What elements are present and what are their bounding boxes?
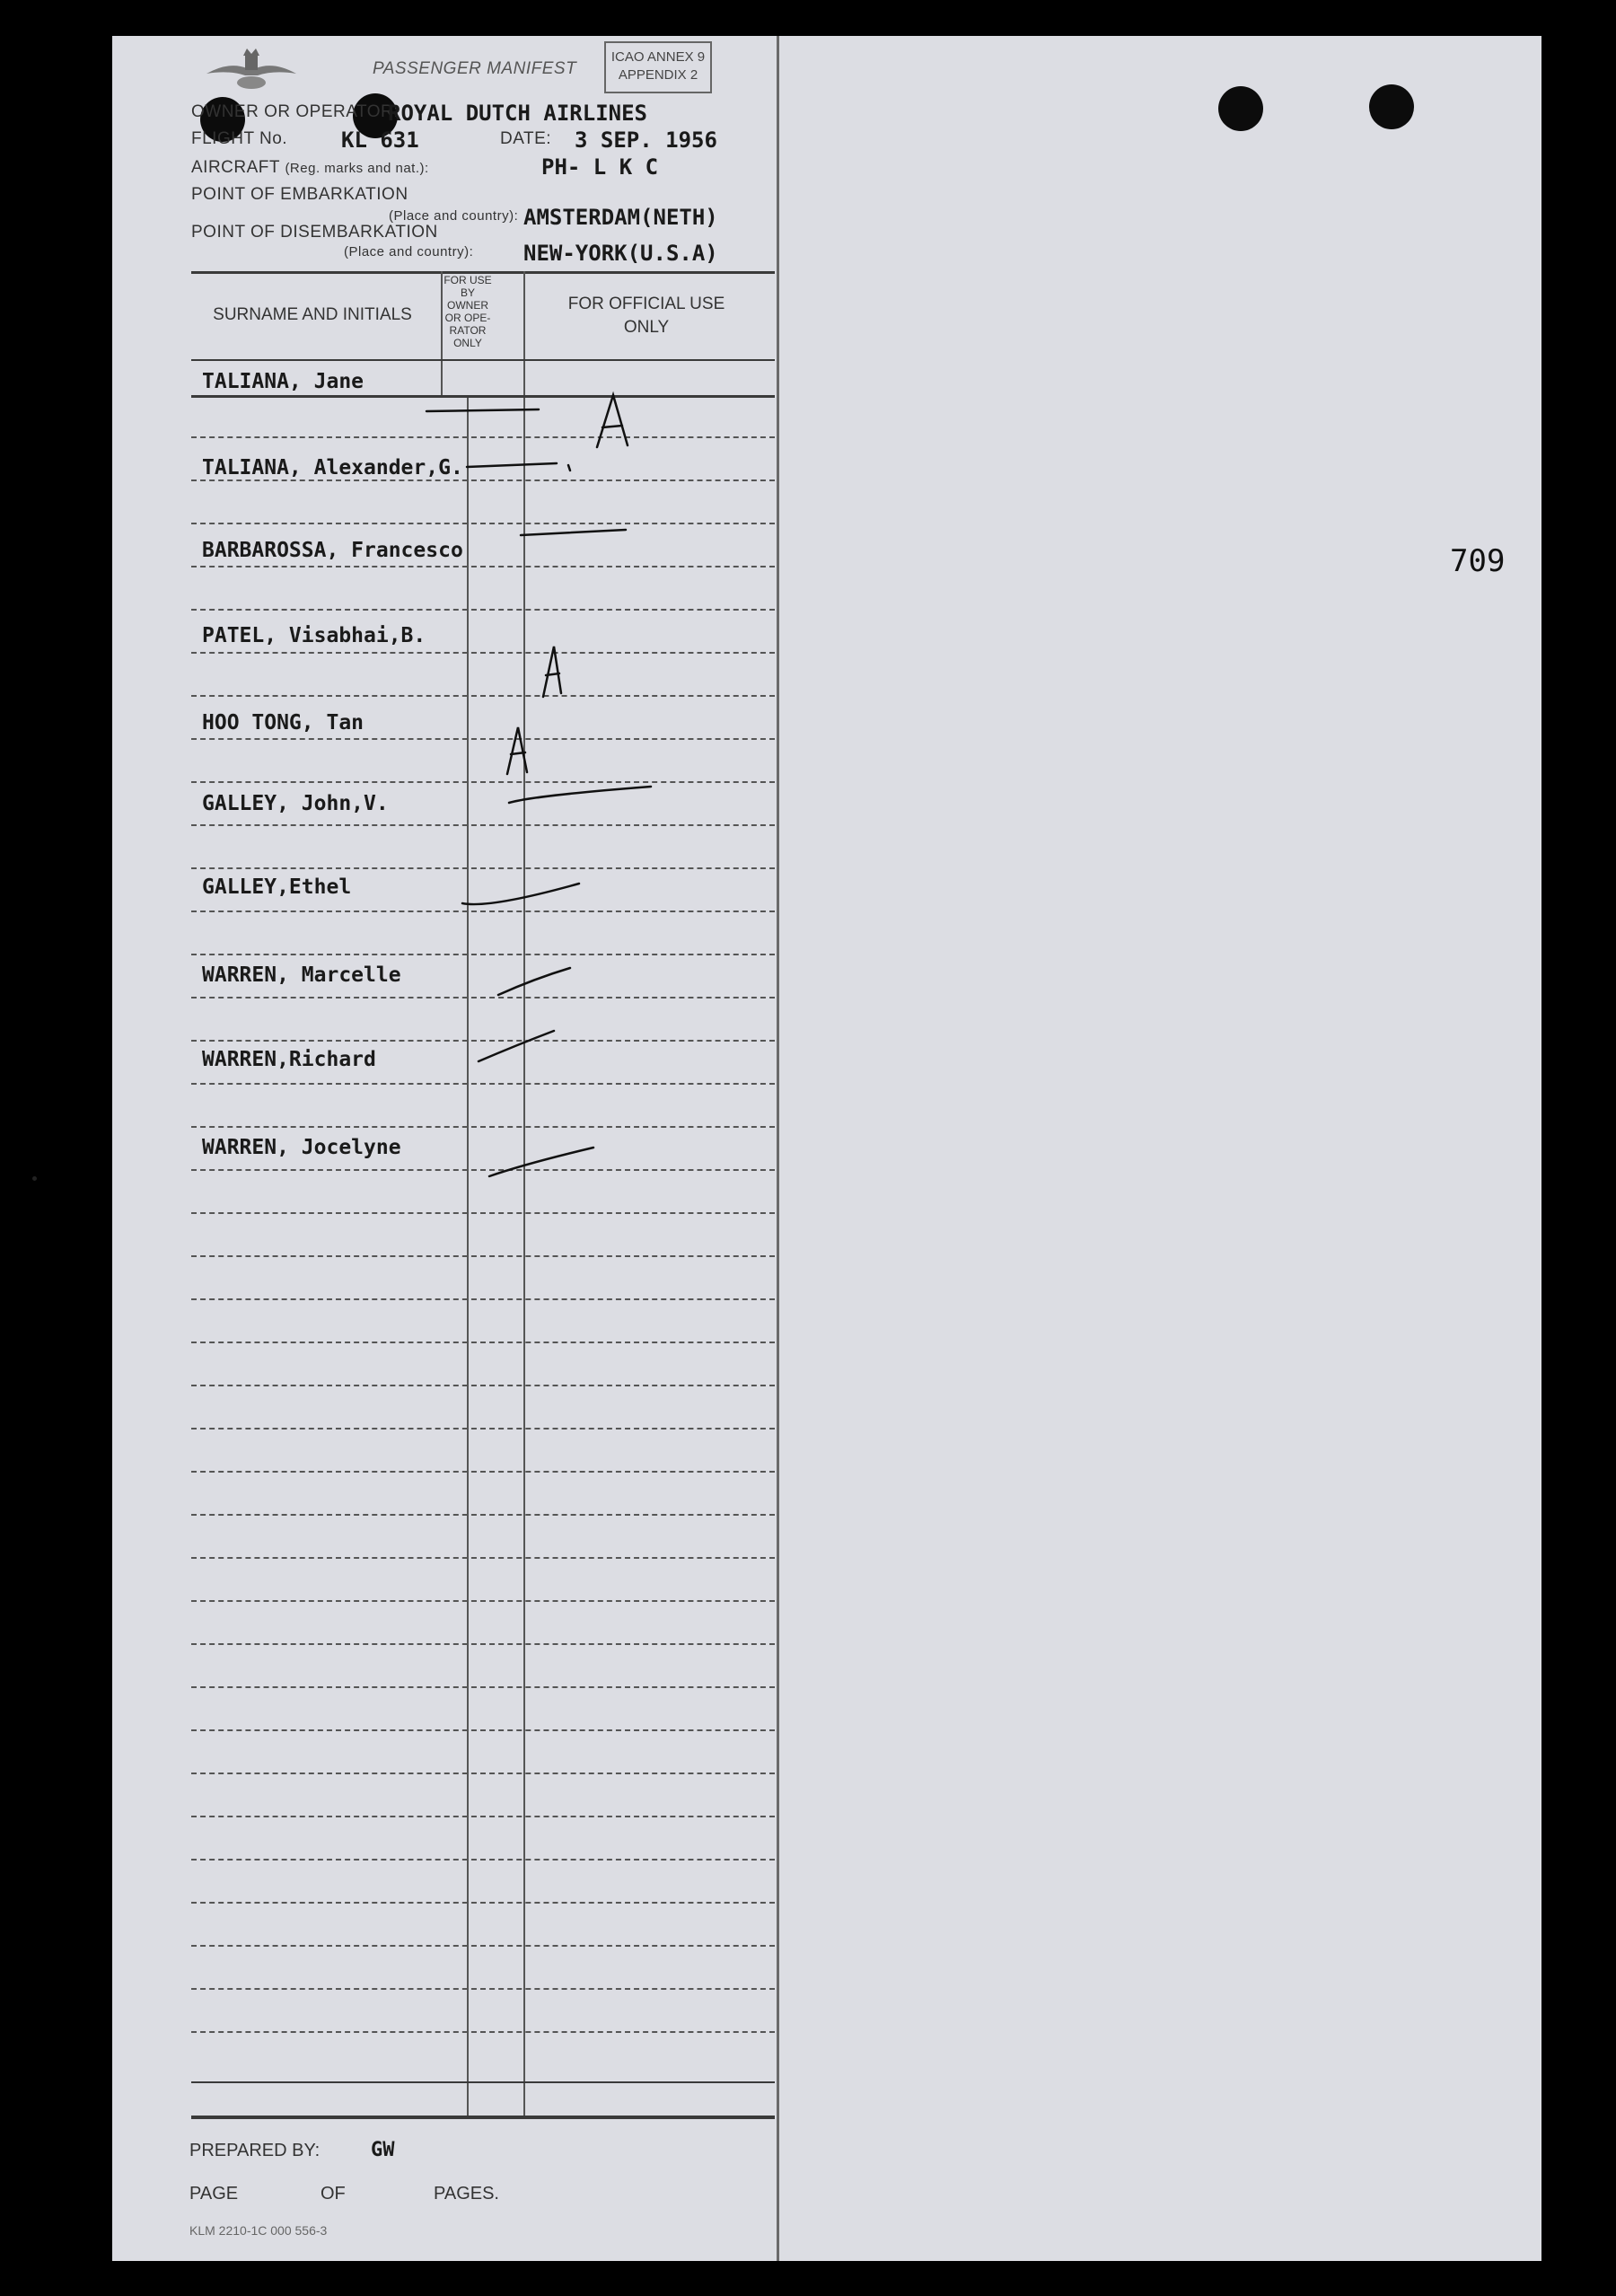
passenger-name: TALIANA, Jane bbox=[202, 370, 364, 393]
flight-label: FLIGHT No. bbox=[191, 129, 288, 148]
date-value: 3 SEP. 1956 bbox=[575, 128, 717, 153]
prepared-by-value: GW bbox=[371, 2139, 395, 2161]
passenger-name: HOO TONG, Tan bbox=[202, 711, 364, 735]
row-rule bbox=[191, 479, 775, 481]
row-rule bbox=[191, 1686, 775, 1688]
row-rule bbox=[191, 1988, 775, 1990]
passenger-name: PATEL, Visabhai,B. bbox=[202, 624, 426, 647]
icao-annex-line: ICAO ANNEX 9 bbox=[610, 49, 706, 65]
column-header-official-use bbox=[525, 293, 768, 339]
row-rule bbox=[191, 609, 775, 611]
row-rule bbox=[191, 1126, 775, 1128]
row-rule bbox=[191, 1902, 775, 1904]
owner-use-text: ONLY bbox=[453, 337, 482, 349]
owner-value: ROYAL DUTCH AIRLINES bbox=[388, 101, 647, 126]
row-rule bbox=[191, 1773, 775, 1774]
manifest-form bbox=[112, 36, 777, 2261]
disembarkation-label: POINT OF DISEMBARKATION bbox=[191, 223, 438, 242]
pages-label: PAGES. bbox=[434, 2184, 499, 2204]
column-header-bottom-rule bbox=[191, 395, 775, 398]
owner-use-text: FOR USE bbox=[444, 274, 492, 286]
owner-use-text: RATOR bbox=[449, 324, 487, 337]
row-rule bbox=[191, 1385, 775, 1386]
row-rule bbox=[191, 1298, 775, 1300]
official-use-text: ONLY bbox=[623, 318, 670, 337]
row-rule bbox=[191, 1040, 775, 1042]
column-header-name: SURNAME AND INITIALS bbox=[213, 305, 412, 324]
row-rule bbox=[191, 1729, 775, 1731]
passenger-name: TALIANA, Alexander,G. bbox=[202, 456, 463, 479]
row-rule bbox=[191, 781, 775, 783]
row-rule bbox=[191, 1083, 775, 1085]
airline-crown-logo-icon bbox=[202, 47, 301, 93]
passenger-name: BARBAROSSA, Francesco bbox=[202, 539, 463, 562]
prepared-by-label: PREPARED BY: bbox=[189, 2141, 321, 2160]
passenger-name: WARREN, Marcelle bbox=[202, 963, 401, 987]
passenger-name: WARREN, Jocelyne bbox=[202, 1136, 401, 1159]
column-header-rule bbox=[191, 359, 775, 361]
row-rule bbox=[191, 867, 775, 869]
embarkation-sub-label: (Place and country): bbox=[389, 208, 519, 224]
row-rule bbox=[191, 1342, 775, 1343]
row-rule bbox=[191, 1600, 775, 1602]
row-rule bbox=[191, 566, 775, 567]
row-rule bbox=[191, 1514, 775, 1516]
owner-use-text: OR OPE- bbox=[444, 312, 491, 324]
official-use-text: FOR OFFICIAL USE bbox=[567, 295, 725, 313]
aircraft-label: AIRCRAFT (Reg. marks and nat.): bbox=[191, 158, 429, 177]
owner-use-text: BY bbox=[460, 286, 475, 299]
date-label: DATE: bbox=[500, 129, 552, 148]
of-label: OF bbox=[321, 2184, 346, 2204]
row-rule bbox=[191, 1255, 775, 1257]
aircraft-value: PH- L K C bbox=[541, 154, 659, 180]
owner-use-text: OWNER bbox=[447, 299, 488, 312]
row-rule bbox=[191, 1816, 775, 1817]
row-rule bbox=[191, 1557, 775, 1559]
row-rule bbox=[191, 997, 775, 998]
embarkation-label: POINT OF EMBARKATION bbox=[191, 185, 408, 204]
document-page bbox=[112, 36, 1541, 2261]
row-rule bbox=[191, 1212, 775, 1214]
row-rule bbox=[191, 1859, 775, 1861]
passenger-name: GALLEY, John,V. bbox=[202, 792, 389, 815]
page-number: 709 bbox=[1450, 543, 1506, 579]
row-rule bbox=[191, 910, 775, 912]
manifest-title: PASSENGER MANIFEST bbox=[373, 59, 577, 78]
aircraft-label-note: (Reg. marks and nat.): bbox=[285, 161, 429, 176]
column-separator bbox=[523, 271, 525, 2116]
disembarkation-value: NEW-YORK(U.S.A) bbox=[523, 241, 718, 266]
row-rule bbox=[191, 695, 775, 697]
icao-annex-box bbox=[604, 41, 712, 93]
form-code: KLM 2210-1C 000 556-3 bbox=[189, 2223, 328, 2238]
punch-hole bbox=[1218, 86, 1263, 131]
row-rule bbox=[191, 523, 775, 524]
column-separator bbox=[441, 271, 443, 397]
embarkation-value: AMSTERDAM(NETH) bbox=[523, 205, 718, 230]
page-label: PAGE bbox=[189, 2184, 239, 2204]
row-rule bbox=[191, 652, 775, 654]
row-rule bbox=[191, 738, 775, 740]
row-rule bbox=[191, 2031, 775, 2033]
scan-speck bbox=[32, 1176, 37, 1181]
owner-label: OWNER OR OPERATOR: bbox=[191, 102, 400, 121]
row-rule bbox=[191, 1169, 775, 1171]
passenger-name: GALLEY,Ethel bbox=[202, 875, 352, 899]
punch-hole bbox=[1369, 84, 1414, 129]
flight-value: KL 631 bbox=[341, 128, 419, 153]
row-rule bbox=[191, 954, 775, 955]
disembarkation-sub-label: (Place and country): bbox=[344, 244, 474, 260]
row-rule bbox=[191, 1428, 775, 1430]
table-bottom-rule bbox=[191, 2081, 775, 2083]
row-rule bbox=[191, 436, 775, 438]
column-header-owner-use bbox=[441, 274, 495, 349]
passenger-name: WARREN,Richard bbox=[202, 1048, 376, 1071]
page-fold-line bbox=[777, 36, 779, 2261]
row-rule bbox=[191, 1945, 775, 1947]
icao-appendix-line: APPENDIX 2 bbox=[618, 67, 698, 83]
row-rule bbox=[191, 1643, 775, 1645]
row-rule bbox=[191, 824, 775, 826]
table-bottom-rule bbox=[191, 2116, 775, 2119]
row-rule bbox=[191, 1471, 775, 1473]
